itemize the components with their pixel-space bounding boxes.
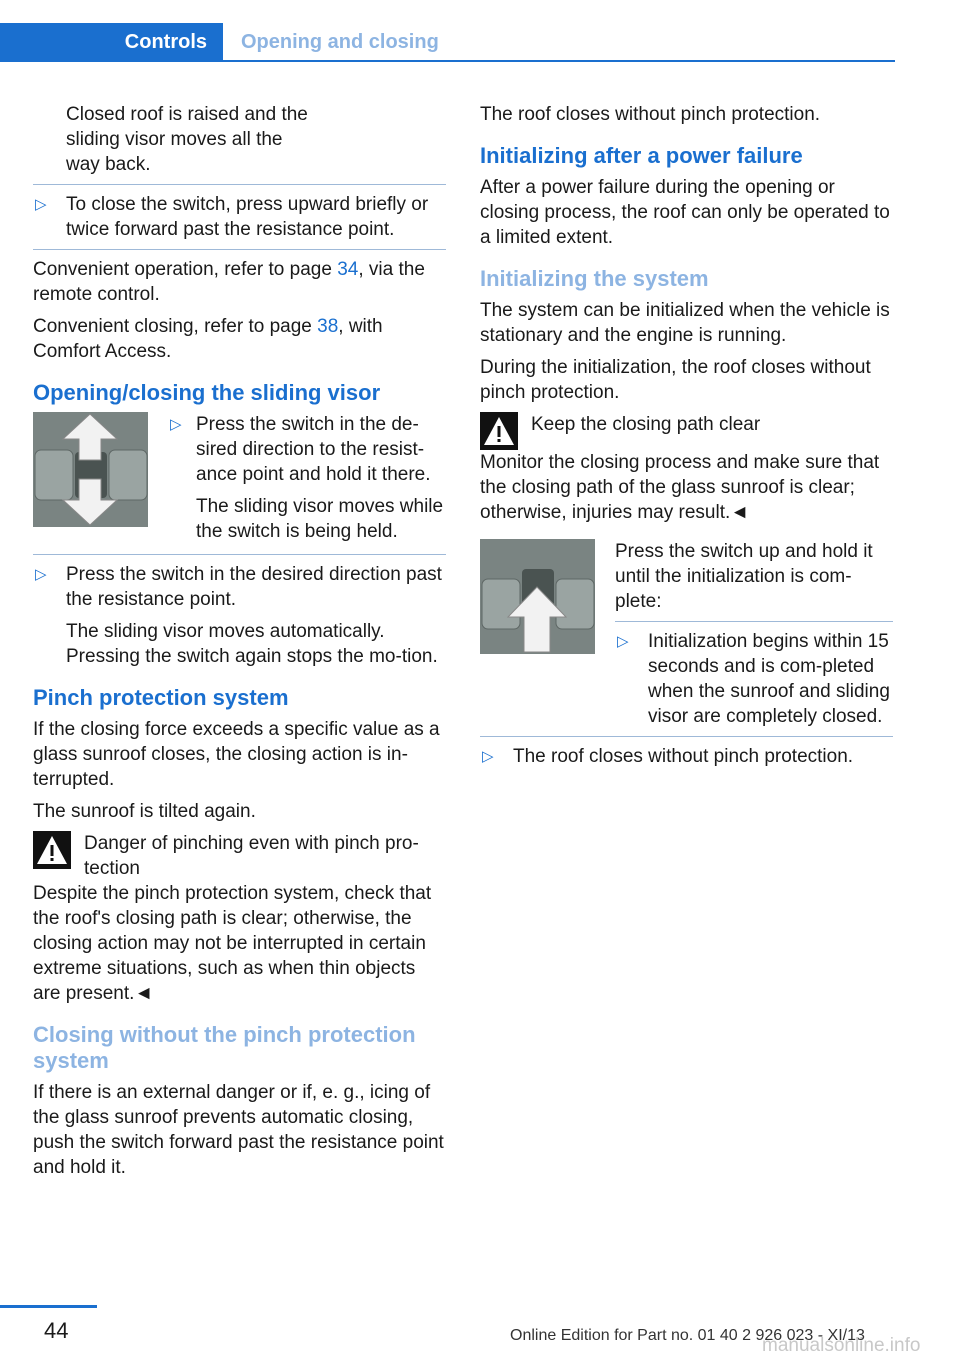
bullet-text: To close the switch, press upward briefly or twice forward past the resistance point. [66, 194, 429, 240]
warning-closing-path [480, 412, 893, 450]
divider [480, 736, 893, 737]
intro-line: sliding visor moves all the [66, 129, 283, 150]
heading-no-pinch: Closing without the pinch protection system [33, 1022, 416, 1073]
intro-line: Closed roof is raised and the [66, 104, 308, 125]
bullet-text: The roof closes without pinch protection. [513, 746, 854, 767]
no-pinch-text: If there is an external danger or if, e. g., icing of the glass sunroof prevents automatic closing, push the switch forward past the resistance point and hold it. [33, 1082, 444, 1178]
bullet-subtext: The sliding visor moves while the switch is being held. [196, 496, 444, 542]
heading-pinch-protection: Pinch protection system [33, 685, 289, 710]
bullet-triangle-icon: ▷ [35, 566, 47, 583]
heading-sliding-visor: Opening/closing the sliding visor [33, 380, 381, 405]
warning-text: Monitor the closing process and make sure that the closing path of the glass sunroof is clear; otherwise, injuries may result.◄ [480, 452, 880, 523]
divider [33, 249, 446, 250]
convenient-operation-text [33, 257, 446, 307]
bullet-subtext: The sliding visor moves automatically. Pressing the switch again stops the mo-tion. [66, 621, 438, 667]
switch-up-arrow-illustration [480, 539, 595, 654]
power-failure-text: After a power failure during the opening or closing process, the roof can only be operated to a limited extent. [480, 177, 890, 248]
init-figure-row [480, 539, 893, 736]
warning-pinching [33, 831, 446, 881]
footer-rule [0, 1305, 97, 1308]
bullet-triangle-icon: ▷ [482, 748, 494, 765]
warning-triangle-icon [33, 831, 71, 869]
visor-figure-text [168, 412, 446, 551]
heading-initializing: Initializing the system [480, 266, 709, 291]
text-span: , via the remote control. [33, 259, 425, 305]
pinch-tilt-text: The sunroof is tilted again. [33, 801, 256, 822]
bullet-text: Press the switch in the de-sired direction to the resist-ance point and hold it there. [196, 414, 431, 485]
press-switch-text: Press the switch up and hold it until the initialization is com-plete: [615, 541, 873, 612]
divider [615, 621, 893, 622]
text-span: , with Comfort Access. [33, 316, 383, 362]
init-figure-text [615, 539, 893, 736]
warning-text: Despite the pinch protection system, check that the roof's closing path is clear; otherwise, the closing action may not be interrupted in certain extreme situations, such as when thin objects are present.◄ [33, 883, 432, 1004]
bullet-press-resistance [168, 412, 446, 487]
bullet-text: Press the switch in the desired direction past the resistance point. [66, 564, 442, 610]
bullet-triangle-icon: ▷ [617, 633, 629, 650]
init-text-2: During the initialization, the roof closes without pinch protection. [480, 357, 871, 403]
text-span: Convenient operation, refer to page [33, 259, 338, 280]
convenient-closing-text [33, 314, 446, 364]
divider [33, 554, 446, 555]
warning-title: Keep the closing path clear [531, 414, 761, 435]
page-link-38[interactable]: 38 [317, 316, 339, 337]
bullet-initialization [615, 629, 893, 729]
header-rule [223, 60, 895, 62]
bullet-close-switch [33, 192, 446, 242]
watermark: manualsonline.info [762, 1335, 921, 1356]
page-link-34[interactable]: 34 [337, 259, 359, 280]
init-text-1: The system can be initialized when the vehicle is stationary and the engine is running. [480, 300, 890, 346]
right-column [480, 102, 893, 776]
switch-figure-visor [33, 412, 148, 527]
page-number: 44 [44, 1318, 69, 1343]
roof-closes-text: The roof closes without pinch protection. [480, 104, 821, 125]
bullet-triangle-icon: ▷ [170, 416, 182, 433]
section-title: Opening and closing [241, 31, 439, 53]
text-span: Convenient closing, refer to page [33, 316, 318, 337]
intro-line: way back. [66, 154, 151, 175]
chapter-tab: Controls [0, 23, 223, 62]
warning-title: Danger of pinching even with pinch pro-tection [84, 833, 419, 879]
switch-figure-init [480, 539, 595, 654]
bullet-text: Initialization begins within 15 seconds and is com-pleted when the sunroof and sliding visor are completely closed. [648, 631, 890, 727]
bullet-roof-closes [480, 744, 893, 769]
warning-triangle-icon [480, 412, 518, 450]
visor-figure-row [33, 412, 446, 551]
left-column [33, 102, 446, 1187]
bullet-press-past [33, 562, 446, 612]
intro-text [33, 102, 446, 177]
divider [33, 184, 446, 185]
heading-power-failure: Initializing after a power failure [480, 143, 803, 168]
switch-arrows-illustration [33, 412, 148, 527]
bullet-triangle-icon: ▷ [35, 196, 47, 213]
edition-text: Online Edition for Part no. 01 40 2 926 023 - XI/13 [510, 1327, 865, 1344]
pinch-text: If the closing force exceeds a specific value as a glass sunroof closes, the closing action is in-terrupted. [33, 719, 440, 790]
